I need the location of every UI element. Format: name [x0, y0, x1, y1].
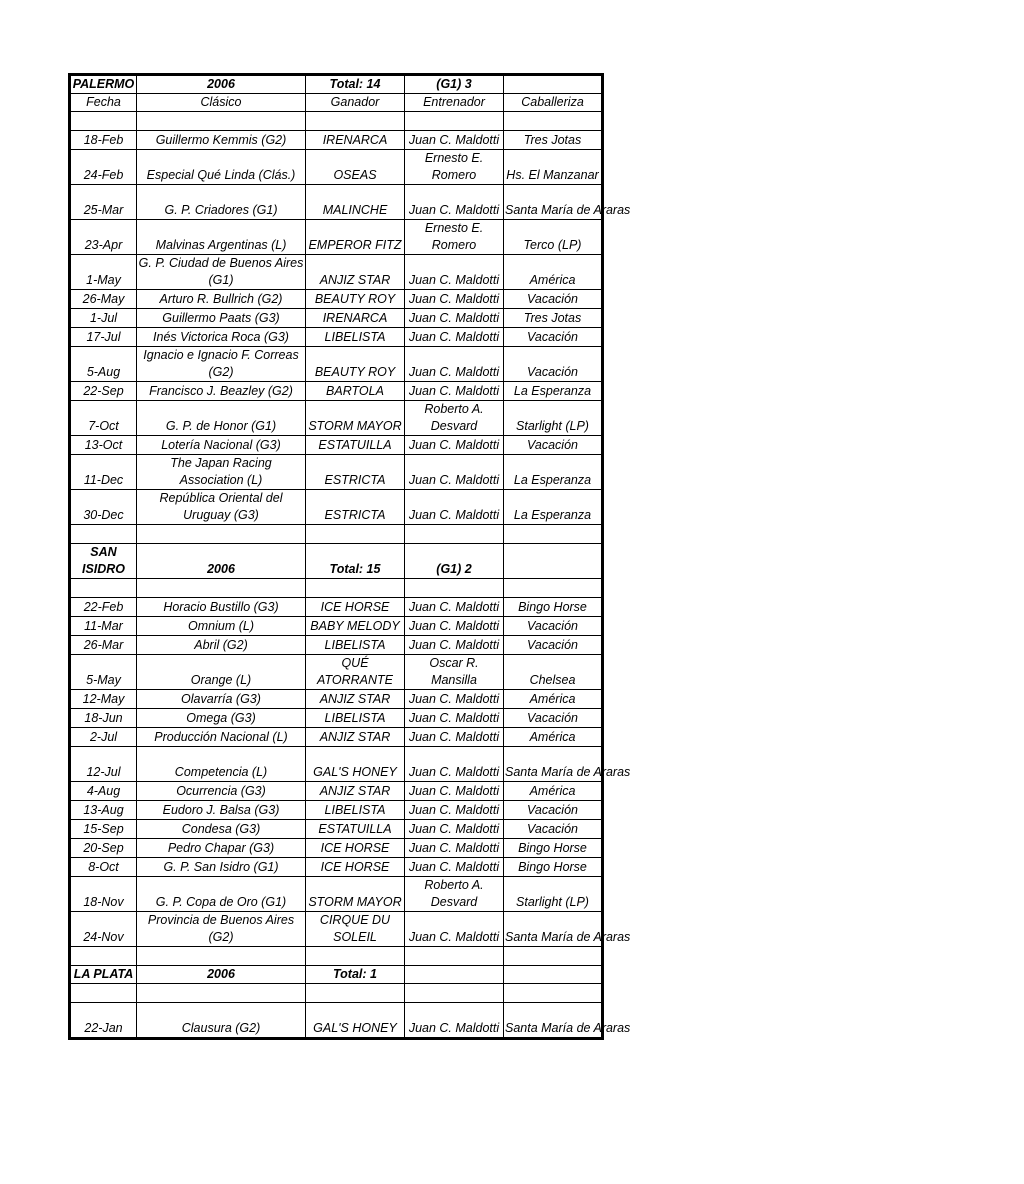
race-row	[70, 131, 603, 150]
cell-trainer: Juan C. Maldotti	[405, 690, 504, 709]
cell-date: 1-May	[70, 255, 137, 290]
cell-race: G. P. Ciudad de Buenos Aires (G1)	[137, 255, 306, 290]
column-header-stable: Caballeriza	[504, 94, 603, 112]
race-row	[70, 820, 603, 839]
cell-trainer: Juan C. Maldotti	[405, 290, 504, 309]
race-row	[70, 347, 603, 382]
venue-name: PALERMO	[70, 75, 137, 94]
empty-cell	[137, 525, 306, 544]
venue-name: LA PLATA	[70, 966, 137, 984]
cell-winner: ICE HORSE	[306, 858, 405, 877]
empty-cell	[306, 579, 405, 598]
cell-date: 13-Oct	[70, 436, 137, 455]
section-g1-count: (G1) 2	[405, 544, 504, 579]
empty-cell	[306, 984, 405, 1003]
cell-date: 13-Aug	[70, 801, 137, 820]
cell-race: Francisco J. Beazley (G2)	[137, 382, 306, 401]
section-g1-count	[405, 966, 504, 984]
section-year: 2006	[137, 544, 306, 579]
cell-trainer: Juan C. Maldotti	[405, 728, 504, 747]
cell-trainer: Juan C. Maldotti	[405, 1003, 504, 1039]
cell-date: 18-Nov	[70, 877, 137, 912]
cell-date: 1-Jul	[70, 309, 137, 328]
cell-stable: Vacación	[504, 328, 603, 347]
section-header-row	[70, 966, 603, 984]
empty-cell	[504, 947, 603, 966]
section-header-row	[70, 75, 603, 94]
cell-date: 2-Jul	[70, 728, 137, 747]
empty-cell	[137, 112, 306, 131]
empty-cell	[504, 579, 603, 598]
cell-stable: Vacación	[504, 636, 603, 655]
race-row	[70, 309, 603, 328]
empty-cell	[504, 984, 603, 1003]
cell-date: 22-Feb	[70, 598, 137, 617]
cell-trainer: Juan C. Maldotti	[405, 490, 504, 525]
cell-winner: OSEAS	[306, 150, 405, 185]
section-year: 2006	[137, 75, 306, 94]
cell-trainer: Juan C. Maldotti	[405, 347, 504, 382]
cell-winner: ESTRICTA	[306, 455, 405, 490]
section-total: Total: 15	[306, 544, 405, 579]
cell-trainer: Juan C. Maldotti	[405, 839, 504, 858]
cell-stable: Hs. El Manzanar	[504, 150, 603, 185]
cell-trainer: Juan C. Maldotti	[405, 255, 504, 290]
results-table-body	[70, 75, 631, 1039]
cell-stable: América	[504, 728, 603, 747]
cell-date: 11-Mar	[70, 617, 137, 636]
cell-race: Omnium (L)	[137, 617, 306, 636]
cell-race: G. P. Criadores (G1)	[137, 185, 306, 220]
column-header-race: Clásico	[137, 94, 306, 112]
cell-winner: BEAUTY ROY	[306, 347, 405, 382]
empty-cell	[306, 112, 405, 131]
cell-trainer: Juan C. Maldotti	[405, 820, 504, 839]
cell-trainer: Juan C. Maldotti	[405, 747, 504, 782]
spacer-row	[70, 984, 603, 1003]
cell-race: Producción Nacional (L)	[137, 728, 306, 747]
cell-winner: LIBELISTA	[306, 801, 405, 820]
cell-date: 12-May	[70, 690, 137, 709]
cell-date: 24-Feb	[70, 150, 137, 185]
race-row	[70, 328, 603, 347]
cell-trainer: Juan C. Maldotti	[405, 912, 504, 947]
section-total: Total: 1	[306, 966, 405, 984]
cell-stable: Tres Jotas	[504, 309, 603, 328]
empty-cell	[504, 966, 603, 984]
column-header-row	[70, 94, 603, 112]
spacer-row	[70, 112, 603, 131]
cell-race: G. P. de Honor (G1)	[137, 401, 306, 436]
empty-cell	[405, 112, 504, 131]
cell-stable: Santa María de Araras	[504, 747, 603, 782]
cell-stable: Vacación	[504, 290, 603, 309]
cell-trainer: Ernesto E. Romero	[405, 150, 504, 185]
cell-race: Inés Victorica Roca (G3)	[137, 328, 306, 347]
cell-race: Olavarría (G3)	[137, 690, 306, 709]
cell-race: Ocurrencia (G3)	[137, 782, 306, 801]
cell-race: Eudoro J. Balsa (G3)	[137, 801, 306, 820]
cell-trainer: Juan C. Maldotti	[405, 617, 504, 636]
empty-cell	[306, 947, 405, 966]
cell-date: 30-Dec	[70, 490, 137, 525]
cell-race: Orange (L)	[137, 655, 306, 690]
cell-winner: GAL'S HONEY	[306, 747, 405, 782]
cell-stable: Starlight (LP)	[504, 877, 603, 912]
cell-race: Condesa (G3)	[137, 820, 306, 839]
empty-cell	[504, 112, 603, 131]
empty-cell	[70, 984, 137, 1003]
cell-stable: Bingo Horse	[504, 839, 603, 858]
cell-date: 26-Mar	[70, 636, 137, 655]
column-header-date: Fecha	[70, 94, 137, 112]
cell-stable: Chelsea	[504, 655, 603, 690]
cell-winner: LIBELISTA	[306, 636, 405, 655]
empty-cell	[137, 984, 306, 1003]
cell-date: 22-Sep	[70, 382, 137, 401]
empty-cell	[405, 984, 504, 1003]
cell-winner: ESTRICTA	[306, 490, 405, 525]
cell-winner: ANJIZ STAR	[306, 782, 405, 801]
cell-trainer: Juan C. Maldotti	[405, 436, 504, 455]
race-row	[70, 636, 603, 655]
empty-cell	[504, 525, 603, 544]
race-row	[70, 728, 603, 747]
cell-race: Arturo R. Bullrich (G2)	[137, 290, 306, 309]
cell-date: 26-May	[70, 290, 137, 309]
cell-race: República Oriental del Uruguay (G3)	[137, 490, 306, 525]
empty-cell	[70, 112, 137, 131]
cell-winner: ANJIZ STAR	[306, 690, 405, 709]
cell-winner: QUÉ ATORRANTE	[306, 655, 405, 690]
cell-date: 22-Jan	[70, 1003, 137, 1039]
race-row	[70, 150, 603, 185]
race-row	[70, 436, 603, 455]
race-row	[70, 290, 603, 309]
race-row	[70, 255, 603, 290]
empty-cell	[405, 525, 504, 544]
cell-race: Malvinas Argentinas (L)	[137, 220, 306, 255]
cell-race: Abril (G2)	[137, 636, 306, 655]
cell-winner: BARTOLA	[306, 382, 405, 401]
cell-stable: La Esperanza	[504, 490, 603, 525]
race-row	[70, 185, 603, 220]
cell-stable: Santa María de Araras	[504, 1003, 603, 1039]
cell-stable: La Esperanza	[504, 455, 603, 490]
cell-winner: BEAUTY ROY	[306, 290, 405, 309]
section-year: 2006	[137, 966, 306, 984]
cell-date: 17-Jul	[70, 328, 137, 347]
race-row	[70, 690, 603, 709]
empty-cell	[405, 947, 504, 966]
cell-winner: ANJIZ STAR	[306, 728, 405, 747]
cell-trainer: Juan C. Maldotti	[405, 309, 504, 328]
cell-date: 24-Nov	[70, 912, 137, 947]
cell-stable: América	[504, 782, 603, 801]
results-table	[68, 73, 631, 1040]
cell-stable: Starlight (LP)	[504, 401, 603, 436]
cell-race: Guillermo Kemmis (G2)	[137, 131, 306, 150]
cell-winner: ICE HORSE	[306, 598, 405, 617]
cell-winner: CIRQUE DU SOLEIL	[306, 912, 405, 947]
cell-trainer: Juan C. Maldotti	[405, 131, 504, 150]
cell-winner: ANJIZ STAR	[306, 255, 405, 290]
cell-stable: Santa María de Araras	[504, 912, 603, 947]
cell-stable: Vacación	[504, 347, 603, 382]
cell-race: The Japan Racing Association (L)	[137, 455, 306, 490]
cell-stable: Vacación	[504, 436, 603, 455]
cell-trainer: Juan C. Maldotti	[405, 328, 504, 347]
cell-date: 15-Sep	[70, 820, 137, 839]
cell-race: Competencia (L)	[137, 747, 306, 782]
cell-race: Guillermo Paats (G3)	[137, 309, 306, 328]
empty-cell	[70, 525, 137, 544]
race-row	[70, 858, 603, 877]
section-header-row	[70, 544, 603, 579]
cell-date: 18-Jun	[70, 709, 137, 728]
cell-date: 20-Sep	[70, 839, 137, 858]
race-row	[70, 709, 603, 728]
cell-date: 5-Aug	[70, 347, 137, 382]
cell-winner: BABY MELODY	[306, 617, 405, 636]
cell-date: 11-Dec	[70, 455, 137, 490]
cell-trainer: Juan C. Maldotti	[405, 858, 504, 877]
race-row	[70, 401, 603, 436]
spacer-row	[70, 525, 603, 544]
race-row	[70, 877, 603, 912]
cell-stable: América	[504, 690, 603, 709]
race-row	[70, 617, 603, 636]
cell-winner: LIBELISTA	[306, 709, 405, 728]
cell-stable: Tres Jotas	[504, 131, 603, 150]
cell-trainer: Roberto A. Desvard	[405, 401, 504, 436]
cell-winner: STORM MAYOR	[306, 877, 405, 912]
cell-stable: Vacación	[504, 709, 603, 728]
cell-race: G. P. San Isidro (G1)	[137, 858, 306, 877]
cell-date: 25-Mar	[70, 185, 137, 220]
race-row	[70, 912, 603, 947]
cell-date: 5-May	[70, 655, 137, 690]
empty-cell	[306, 525, 405, 544]
cell-race: G. P. Copa de Oro (G1)	[137, 877, 306, 912]
cell-race: Pedro Chapar (G3)	[137, 839, 306, 858]
cell-stable: Vacación	[504, 820, 603, 839]
empty-cell	[504, 75, 603, 94]
empty-cell	[70, 579, 137, 598]
cell-trainer: Juan C. Maldotti	[405, 382, 504, 401]
cell-stable: Bingo Horse	[504, 598, 603, 617]
empty-cell	[504, 544, 603, 579]
cell-trainer: Juan C. Maldotti	[405, 636, 504, 655]
spacer-row	[70, 947, 603, 966]
cell-date: 12-Jul	[70, 747, 137, 782]
cell-winner: ESTATUILLA	[306, 820, 405, 839]
cell-trainer: Juan C. Maldotti	[405, 782, 504, 801]
race-row	[70, 839, 603, 858]
race-row	[70, 655, 603, 690]
race-row	[70, 747, 603, 782]
cell-trainer: Ernesto E. Romero	[405, 220, 504, 255]
cell-winner: MALINCHE	[306, 185, 405, 220]
column-header-winner: Ganador	[306, 94, 405, 112]
section-g1-count: (G1) 3	[405, 75, 504, 94]
column-header-trainer: Entrenador	[405, 94, 504, 112]
cell-trainer: Juan C. Maldotti	[405, 455, 504, 490]
race-row	[70, 220, 603, 255]
cell-race: Omega (G3)	[137, 709, 306, 728]
cell-race: Lotería Nacional (G3)	[137, 436, 306, 455]
cell-race: Especial Qué Linda (Clás.)	[137, 150, 306, 185]
cell-trainer: Juan C. Maldotti	[405, 598, 504, 617]
race-row	[70, 455, 603, 490]
race-row	[70, 1003, 603, 1039]
race-row	[70, 801, 603, 820]
race-row	[70, 782, 603, 801]
cell-date: 7-Oct	[70, 401, 137, 436]
cell-stable: Terco (LP)	[504, 220, 603, 255]
cell-race: Provincia de Buenos Aires (G2)	[137, 912, 306, 947]
empty-cell	[137, 947, 306, 966]
cell-race: Horacio Bustillo (G3)	[137, 598, 306, 617]
cell-stable: Bingo Horse	[504, 858, 603, 877]
cell-stable: Vacación	[504, 617, 603, 636]
empty-cell	[405, 579, 504, 598]
cell-stable: Santa María de Araras	[504, 185, 603, 220]
cell-trainer: Juan C. Maldotti	[405, 185, 504, 220]
cell-trainer: Oscar R. Mansilla	[405, 655, 504, 690]
empty-cell	[137, 579, 306, 598]
cell-winner: ESTATUILLA	[306, 436, 405, 455]
cell-trainer: Juan C. Maldotti	[405, 801, 504, 820]
cell-date: 18-Feb	[70, 131, 137, 150]
cell-date: 23-Apr	[70, 220, 137, 255]
cell-stable: América	[504, 255, 603, 290]
cell-stable: La Esperanza	[504, 382, 603, 401]
race-row	[70, 490, 603, 525]
cell-date: 4-Aug	[70, 782, 137, 801]
cell-stable: Vacación	[504, 801, 603, 820]
section-total: Total: 14	[306, 75, 405, 94]
cell-winner: GAL'S HONEY	[306, 1003, 405, 1039]
cell-winner: IRENARCA	[306, 309, 405, 328]
cell-race: Clausura (G2)	[137, 1003, 306, 1039]
cell-winner: ICE HORSE	[306, 839, 405, 858]
cell-winner: STORM MAYOR	[306, 401, 405, 436]
cell-winner: IRENARCA	[306, 131, 405, 150]
cell-trainer: Roberto A. Desvard	[405, 877, 504, 912]
cell-winner: LIBELISTA	[306, 328, 405, 347]
empty-cell	[70, 947, 137, 966]
venue-name: SAN ISIDRO	[70, 544, 137, 579]
race-row	[70, 382, 603, 401]
spacer-row	[70, 579, 603, 598]
cell-trainer: Juan C. Maldotti	[405, 709, 504, 728]
cell-winner: EMPEROR FITZ	[306, 220, 405, 255]
race-row	[70, 598, 603, 617]
cell-date: 8-Oct	[70, 858, 137, 877]
cell-race: Ignacio e Ignacio F. Correas (G2)	[137, 347, 306, 382]
